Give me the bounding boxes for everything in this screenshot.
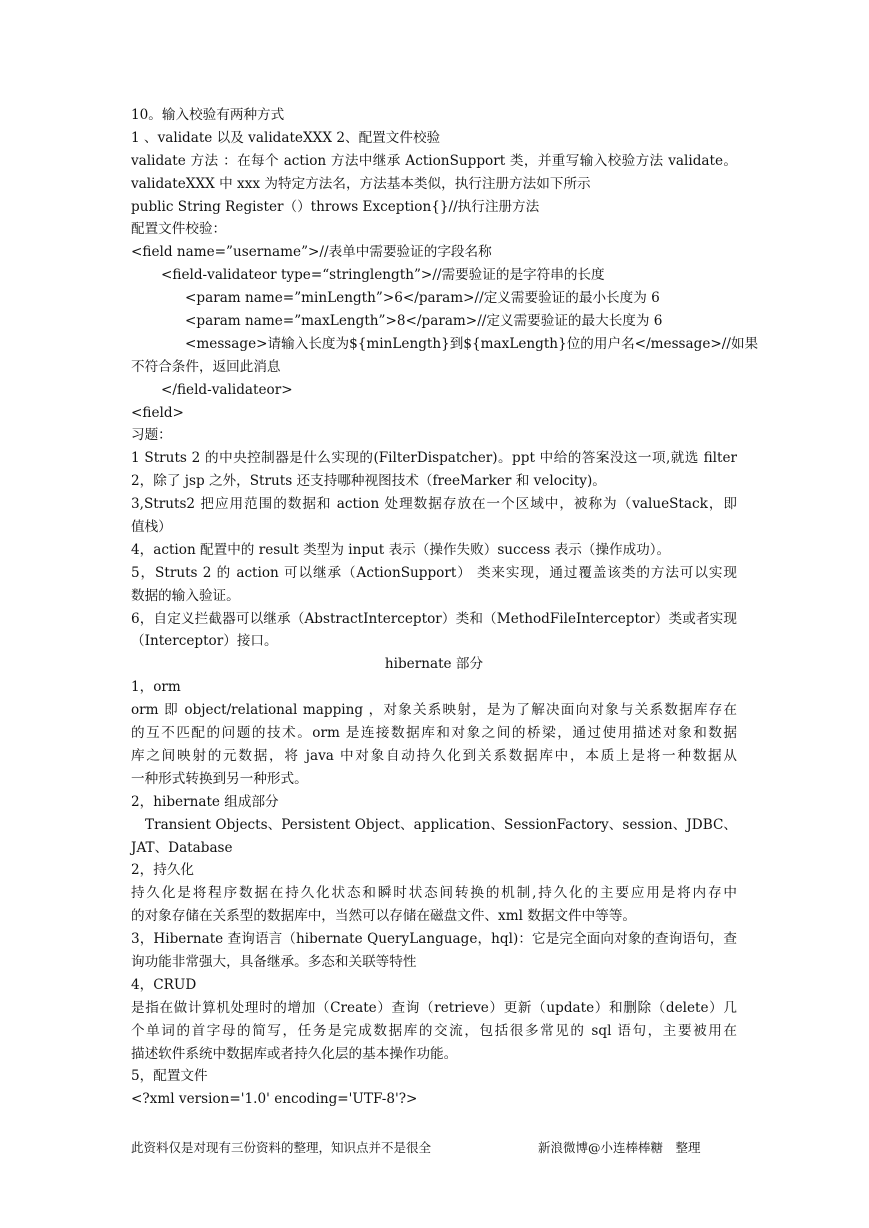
text-line: 个单词的首字母的简写，任务是完成数据库的交流，包括很多常见的 sql 语句，主要被用在	[131, 1022, 737, 1039]
text-line: 描述软件系统中数据库或者持久化层的基本操作功能。	[131, 1045, 458, 1062]
text-line: JAT、Database	[131, 839, 233, 856]
code-line: <message>请输入长度为${minLength}到${maxLength}位的用户名</message>//如果	[185, 335, 759, 352]
text-line: 10。输入校验有两种方式	[131, 107, 285, 123]
text-line: 的对象存储在关系型的数据库中，当然可以存储在磁盘文件、xml 数据文件中等等。	[131, 908, 637, 925]
text-line: 2，除了 jsp 之外，Struts 还支持哪种视图技术（freeMarker 和 velocity)。	[131, 473, 606, 490]
text-line: 询功能非常强大，具备继承。多态和关联等特性	[131, 953, 417, 970]
text-line: validate 方法 ：在每个 action 方法中继承 ActionSupport 类，并重写输入校验方法 validate。	[131, 152, 737, 169]
text-line: （Interceptor）接口。	[131, 633, 278, 650]
text-line: 5，配置文件	[131, 1068, 208, 1085]
section-label: 习题：	[131, 427, 172, 444]
text-line: 3,Struts2 把应用范围的数据和 action 处理数据存放在一个区域中，被称为（valueStack，即	[131, 496, 737, 513]
text-line: orm 即 object/relational mapping ，对象关系映射，是为了解决面向对象与关系数据库存在	[131, 702, 737, 719]
code-line: </field-validateor>	[161, 381, 293, 398]
text-line: 是指在做计算机处理时的增加（Create）查询（retrieve）更新（update）和删除（delete）几	[131, 999, 737, 1016]
text-line: 4，CRUD	[131, 976, 197, 993]
text-line: 库之间映射的元数据，将 java 中对象自动持久化到关系数据库中，本质上是将一种数据从	[131, 747, 737, 764]
text-line: 2，持久化	[131, 862, 195, 879]
code-line: <param name=”maxLength”>8</param>//定义需要验证的最大长度为 6	[185, 313, 663, 330]
text-line: 5，Struts 2 的 action 可以继承（ActionSupport） 类来实现，通过覆盖该类的方法可以实现	[131, 564, 737, 581]
text-line: 配置文件校验：	[131, 221, 227, 238]
text-line: 数据的输入验证。	[131, 587, 240, 604]
text-line: 1，orm	[131, 679, 181, 696]
text-line: 6，自定义拦截器可以继承（AbstractInterceptor）类和（MethodFileInterceptor）类或者实现	[131, 610, 737, 627]
code-line: <param name=”minLength”>6</param>//定义需要验证的最小长度为 6	[185, 290, 660, 307]
code-line: <field>	[131, 404, 184, 421]
footer-credit: 新浪微博@小连棒棒糖 整理	[538, 1140, 701, 1155]
code-line: <field-validateor type=“stringlength”>//需要验证的是字符串的长度	[161, 267, 605, 284]
text-line: 3，Hibernate 查询语言（hibernate QueryLanguage，hql)：它是完全面向对象的查询语句，查	[131, 931, 737, 948]
code-line: <?xml version='1.0' encoding='UTF-8'?>	[131, 1091, 418, 1108]
code-line: <field name=”username”>//表单中需要验证的字段名称	[131, 244, 492, 261]
text-line: 1 、validate 以及 validateXXX 2、配置文件校验	[131, 129, 441, 146]
text-line: 1 Struts 2 的中央控制器是什么实现的(FilterDispatcher)。ppt 中给的答案没这一项,就选 filter	[131, 450, 737, 467]
text-line: 4，action 配置中的 result 类型为 input 表示（操作失败）success 表示（操作成功）。	[131, 541, 671, 558]
text-line: 值栈）	[131, 519, 172, 536]
document-body	[131, 104, 759, 1111]
section-heading: hibernate 部分	[384, 656, 484, 673]
code-line: 不符合条件，返回此消息	[131, 358, 281, 375]
text-line: 2，hibernate 组成部分	[131, 793, 279, 810]
text-line: public String Register（）throws Exception{}//执行注册方法	[131, 198, 540, 215]
text-line: 一种形式转换到另一种形式。	[131, 770, 308, 787]
text-line: Transient Objects、Persistent Object、application、SessionFactory、session、JDBC、	[145, 816, 737, 833]
text-line: 持久化是将程序数据在持久化状态和瞬时状态间转换的机制,持久化的主要应用是将内存中	[131, 885, 737, 902]
text-line: validateXXX 中 xxx 为特定方法名，方法基本类似，执行注册方法如下所示	[131, 175, 591, 192]
text-line: 的互不匹配的问题的技术。orm 是连接数据库和对象之间的桥梁，通过使用描述对象和数据	[131, 725, 737, 742]
footer-note: 此资料仅是对现有三份资料的整理，知识点并不是很全	[131, 1140, 432, 1155]
